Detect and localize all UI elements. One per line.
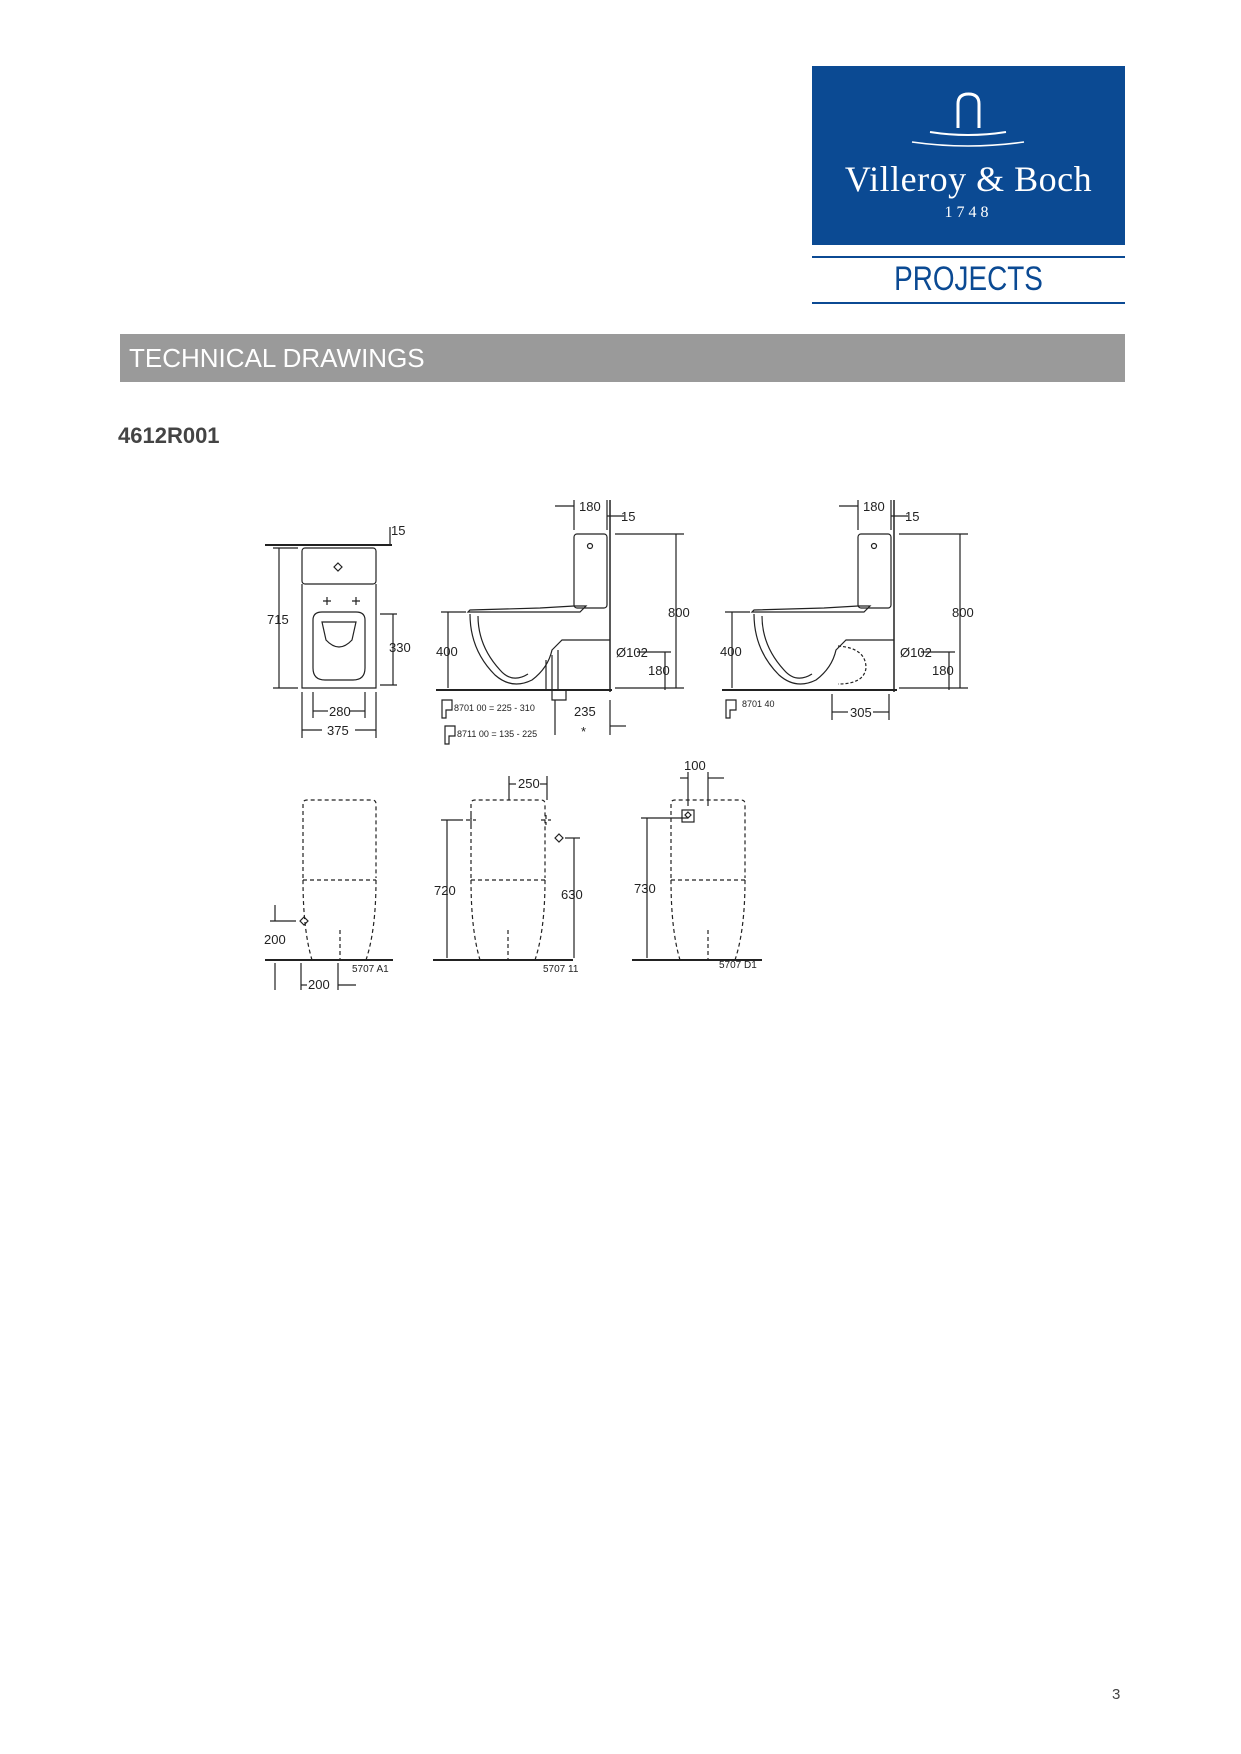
dim-front-width: 375 [327, 723, 349, 738]
dim-side1-total: 800 [668, 605, 690, 620]
11-code: 5707 11 [543, 964, 579, 975]
dim-11-height-1: 720 [434, 883, 456, 898]
dim-front-top: 15 [391, 523, 406, 538]
dim-d1-width: 100 [684, 758, 706, 773]
side2-note: 8701 40 [742, 699, 775, 709]
dim-side2-cistern: 180 [863, 499, 885, 514]
section-title: TECHNICAL DRAWINGS [129, 343, 425, 373]
side1-note-2: 8711 00 = 135 - 225 [457, 729, 538, 739]
dim-side2-outlet-h: 180 [932, 663, 954, 678]
page-number: 3 [1112, 1686, 1121, 1703]
dim-side1-cistern: 180 [579, 499, 601, 514]
install-11-drawing [433, 776, 580, 960]
dim-side1-star: * [581, 724, 587, 739]
dim-side1-offset: 235 [574, 704, 596, 719]
install-a1-drawing [265, 800, 393, 990]
dim-side2-seat: 400 [720, 644, 742, 659]
logo-brand-name: Villeroy & Boch [844, 159, 1093, 199]
logo-projects-label: PROJECTS [894, 260, 1043, 298]
dim-front-inner: 280 [329, 704, 351, 719]
dim-11-width: 250 [518, 776, 540, 791]
dim-side1-gap: 15 [621, 509, 636, 524]
dim-side2-outlet-diam: Ø102 [900, 645, 932, 660]
product-code: 4612R001 [118, 423, 220, 448]
d1-code: 5707 D1 [719, 960, 757, 971]
dim-side1-seat: 400 [436, 644, 458, 659]
dim-side2-gap: 15 [905, 509, 920, 524]
dim-front-seat: 330 [389, 640, 411, 655]
dim-front-height: 715 [267, 612, 289, 627]
dim-d1-height: 730 [634, 881, 656, 896]
dim-side2-offset: 305 [850, 705, 872, 720]
a1-code: 5707 A1 [352, 964, 389, 975]
dim-side1-outlet-h: 180 [648, 663, 670, 678]
dim-11-height-2: 630 [561, 887, 583, 902]
dim-a1-height: 200 [264, 932, 286, 947]
dim-a1-width: 200 [308, 977, 330, 992]
dim-side1-outlet-diam: Ø102 [616, 645, 648, 660]
dim-side2-total: 800 [952, 605, 974, 620]
logo-year: 1748 [944, 204, 993, 221]
side1-note-1: 8701 00 = 225 - 310 [454, 703, 535, 713]
side-view-2-drawing [722, 500, 968, 720]
install-d1-drawing [632, 772, 762, 960]
